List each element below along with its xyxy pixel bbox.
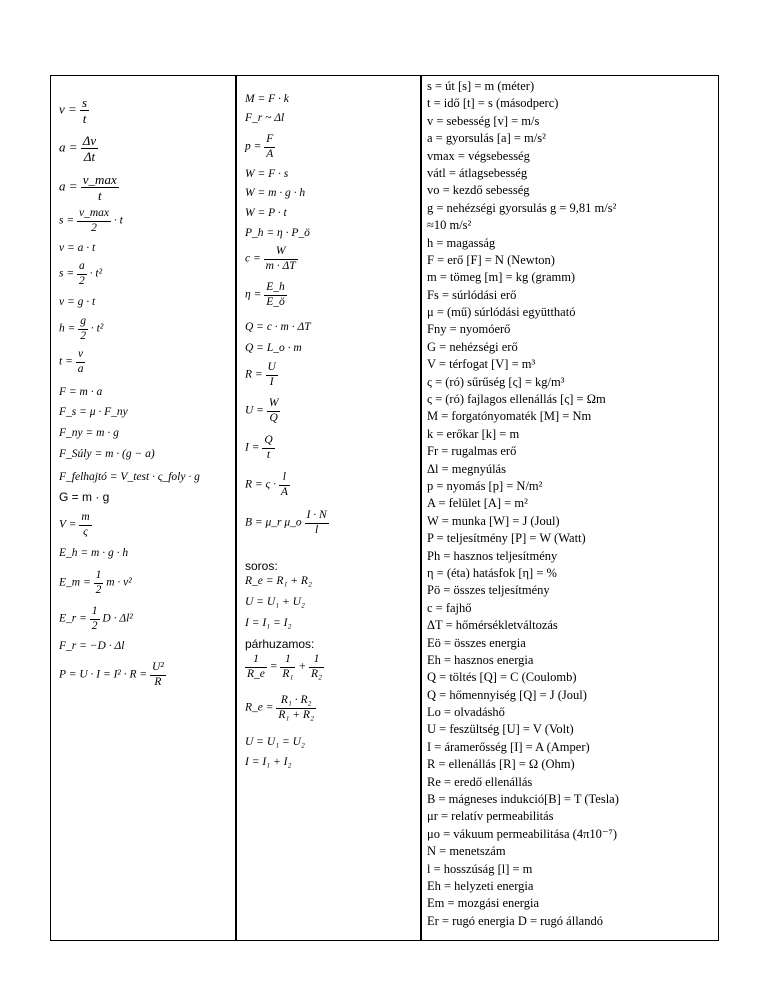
definition-line: ΔT = hőmérsékletváltozás <box>427 618 558 633</box>
formula: R = $\frac{U}{I}$ <box>245 361 276 388</box>
formula: P = U · I = I² · R = $\frac{\text{U²}}{R}$ <box>59 661 164 688</box>
definition-line: t = idő [t] = s (másodperc) <box>427 96 559 111</box>
formula-column-energy-electricity <box>237 76 422 940</box>
definition-line: h = magasság <box>427 235 496 250</box>
formula: I = I₁ + I₂ <box>245 756 292 768</box>
definition-line: l = hosszúság [l] = m <box>427 861 533 876</box>
formula: F_r ~ Δl <box>245 112 285 124</box>
formula: M = F · k <box>245 93 289 105</box>
definition-line: v = sebesség [v] = m/s <box>427 113 540 128</box>
definition-line: V = térfogat [V] = m³ <box>427 357 536 372</box>
definition-line: p = nyomás [p] = N/m² <box>427 478 543 493</box>
formula-table <box>50 75 719 941</box>
definition-line: Em = mozgási energia <box>427 896 539 911</box>
formula-column-mechanics <box>51 76 237 940</box>
definition-line: Δl = megnyúlás <box>427 461 506 476</box>
definition-line: Fs = súrlódási erő <box>427 287 517 302</box>
formula: R_e = $\frac{\text{R₁ · R₂}}{\text{R₁ + R₂}}$ <box>245 694 314 721</box>
definition-line: N = menetszám <box>427 844 506 859</box>
formula: U = U₁ = U₂ <box>245 736 305 748</box>
definition-line: μo = vákuum permeabilitása (4π10⁻⁷) <box>427 826 617 841</box>
definition-line: μr = relatív permeabilitás <box>427 809 554 824</box>
formula: t = $\frac{v}{a}$ <box>59 348 84 375</box>
definition-line: A = felület [A] = m² <box>427 496 528 511</box>
formula: I = I₁ = I₂ <box>245 617 292 629</box>
formula: R = ς · $\frac{l}{A}$ <box>245 471 288 498</box>
formula: G = m · g <box>59 490 110 504</box>
formula: R_e = R₁ + R₂ <box>245 575 312 587</box>
definition-line: vátl = átlagsebesség <box>427 165 528 180</box>
formula: F = m · a <box>59 386 103 398</box>
formula: W = m · g · h <box>245 187 306 199</box>
definition-line: Ph = hasznos teljesítmény <box>427 548 558 563</box>
definition-line: vo = kezdő sebesség <box>427 183 530 198</box>
formula: s = $\frac{v\_\max}{2}$ · t <box>59 207 123 234</box>
formula: F_felhajtó = V_test · ς_foly · g <box>59 471 200 483</box>
formula: E_m = $\frac{1}{2}$ m · v² <box>59 569 132 596</box>
formula: F_r = −D · Δl <box>59 640 125 652</box>
definition-line: vmax = végsebesség <box>427 148 530 163</box>
formula: E_h = m · g · h <box>59 547 129 559</box>
definition-line: I = áramerősség [I] = A (Amper) <box>427 739 590 754</box>
definition-line: G = nehézségi erő <box>427 339 518 354</box>
formula: v = g · t <box>59 296 96 308</box>
formula: E_r = $\frac{1}{2}$ D · Δl² <box>59 605 133 632</box>
definition-line: g = nehézségi gyorsulás g = 9,81 m/s² <box>427 200 617 215</box>
formula: a = $\frac{v\_\max}{t}$ <box>59 172 117 203</box>
definition-line: Pö = összes teljesítmény <box>427 583 550 598</box>
formula: V = $\frac{m}{\varsigma}$ <box>59 511 90 538</box>
formula: v = a · t <box>59 242 96 254</box>
definition-line: F = erő [F] = N (Newton) <box>427 252 555 267</box>
formula: P_h = η · P_ö <box>245 227 310 239</box>
formula: h = $\frac{g}{2}$ · t² <box>59 315 104 342</box>
formula: a = $\frac{\Delta v}{\Delta t}$ <box>59 133 97 164</box>
definition-line: a = gyorsulás [a] = m/s² <box>427 131 546 146</box>
definition-line: Q = hőmennyiség [Q] = J (Joul) <box>427 687 587 702</box>
definition-line: m = tömeg [m] = kg (gramm) <box>427 270 576 285</box>
definition-line: R = ellenállás [R] = Ω (Ohm) <box>427 757 575 772</box>
formula: F_Súly = m · (g − a) <box>59 448 155 460</box>
formula: p = $\frac{F}{A}$ <box>245 133 274 160</box>
definition-line: Lo = olvadáshő <box>427 705 505 720</box>
formula: Q = c · m · ΔT <box>245 321 311 333</box>
definition-line: ς = (ró) fajlagos ellenállás [ς] = Ωm <box>427 392 606 407</box>
formula: s = $\frac{a}{2}$ · t² <box>59 260 103 287</box>
formula: F_s = μ · F_ny <box>59 406 128 418</box>
series-circuit-label: soros: <box>245 559 278 573</box>
formula: F_ny = m · g <box>59 427 119 439</box>
definition-line: Eh = helyzeti energia <box>427 878 534 893</box>
definition-line: Fr = rugalmas erő <box>427 444 517 459</box>
definition-line: W = munka [W] = J (Joul) <box>427 513 560 528</box>
definition-line: M = forgatónyomaték [M] = Nm <box>427 409 592 424</box>
definitions-list <box>427 78 718 930</box>
formula: U = $\frac{W}{Q}$ <box>245 397 279 424</box>
definition-line: Re = eredő ellenállás <box>427 774 533 789</box>
definition-line: c = fajhő <box>427 600 472 615</box>
definition-line: B = mágneses indukció[B] = T (Tesla) <box>427 792 619 807</box>
parallel-circuit-label: párhuzamos: <box>245 637 315 651</box>
formula: I = $\frac{Q}{t}$ <box>245 434 273 461</box>
formula: $\frac{1}{R\_e}$ = $\frac{1}{\text{R₁}}$ + $\frac{1}{\text{R₂}}$ <box>247 653 322 680</box>
formula: W = F · s <box>245 168 289 180</box>
definition-line: s = út [s] = m (méter) <box>427 79 535 93</box>
definition-line: U = feszültség [U] = V (Volt) <box>427 722 574 737</box>
definition-line: Fny = nyomóerő <box>427 322 511 337</box>
definition-line: η = (éta) hatásfok [η] = % <box>427 565 557 580</box>
formula: v = $\frac{s}{t}$ <box>59 95 88 126</box>
definition-line: P = teljesítmény [P] = W (Watt) <box>427 531 586 546</box>
definition-line: Eö = összes energia <box>427 635 526 650</box>
definition-line: Eh = hasznos energia <box>427 652 534 667</box>
definition-line: Q = töltés [Q] = C (Coulomb) <box>427 670 577 685</box>
definition-line: ς = (ró) sűrűség [ς] = kg/m³ <box>427 374 565 389</box>
formula: B = μ_r μ_o $\frac{I \cdot N}{l}$ <box>245 509 327 536</box>
definition-line: ≈10 m/s² <box>427 218 472 233</box>
definition-line: Er = rugó energia D = rugó állandó <box>427 913 603 928</box>
formula: η = $\frac{E\_h}{E\_ö}$ <box>245 281 285 308</box>
definition-line: k = erőkar [k] = m <box>427 426 520 441</box>
formula: Q = L_o · m <box>245 342 302 354</box>
formula: U = U₁ + U₂ <box>245 596 305 608</box>
definitions-column <box>422 76 718 940</box>
formula: W = P · t <box>245 207 287 219</box>
definition-line: μ = (mű) súrlódási együttható <box>427 305 576 320</box>
formula: c = $\frac{W}{m \cdot \Delta T}$ <box>245 245 296 272</box>
